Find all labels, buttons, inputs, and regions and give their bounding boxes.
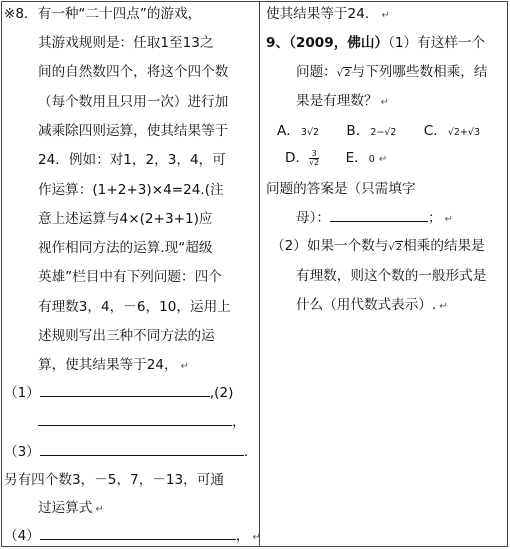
choice-d-numerator: 3 <box>309 150 319 159</box>
choice-d[interactable] <box>285 150 319 166</box>
return-mark: ↵ <box>439 301 448 312</box>
problem-8-line-1: ※8．有一种“二十四点”的游戏， <box>4 6 202 22</box>
question-9-line-3-text: 果是有理数？ <box>296 93 378 109</box>
choice-c-label: C． <box>423 123 447 139</box>
blank-1-label: （1） <box>4 385 40 401</box>
question-9-line-2 <box>296 62 487 84</box>
choice-e-value: 0 <box>368 154 375 165</box>
blank-3-end: . <box>243 444 249 460</box>
part-2-line-3 <box>296 295 448 317</box>
question-9-header <box>266 33 485 53</box>
answer-label: 母）： <box>296 210 330 226</box>
choice-d-label: D． <box>285 150 310 166</box>
choices-row-1 <box>277 121 481 143</box>
part-2-line-3-text: 什么（用代数式表示）. <box>296 297 437 313</box>
question-9-line-3 <box>296 91 389 113</box>
choice-a-label: A． <box>277 123 300 139</box>
part-2-line-2: 有理数，则这个数的一般形式是 <box>296 268 487 284</box>
part-2-line-1 <box>271 236 485 258</box>
sqrt-2-radicand: 2 <box>344 68 351 79</box>
choice-a-value: 3√2 <box>300 127 320 138</box>
choice-b[interactable] <box>346 123 397 139</box>
problem-8-line-11: 有理数3，4，－6，10，运用上 <box>38 299 231 315</box>
return-mark: ↵ <box>380 97 389 108</box>
problem-8-line-5: 减乘除四则运算，使其结果等于 <box>38 123 229 139</box>
problem-8-line-13-text: 算，使其结果等于24， <box>38 357 178 373</box>
problem-8-line-13 <box>38 355 189 377</box>
answer-line-2 <box>296 208 453 230</box>
problem-8-line-8: 意上述运算与4×(2+3+1)应 <box>38 211 213 227</box>
question-9-line-2-b: 与下列哪些数相乘，结 <box>351 64 488 80</box>
problem-8-line-4: （每个数用且只用一次）进行加 <box>38 94 229 110</box>
part-2-line-1-a: （2）如果一个数与 <box>271 238 389 254</box>
problem-8-line-12: 述规则写出三种不同方法的运 <box>38 328 215 344</box>
return-mark: ↵ <box>252 532 261 543</box>
continuation-text: 使其结果等于24． <box>266 6 379 22</box>
question-9-part-1: （1）有这样一个 <box>388 35 486 51</box>
return-mark: ↵ <box>95 504 104 515</box>
choice-c-value: √2+√3 <box>447 127 480 138</box>
problem-8-line-6: 24．例如：对1，2，3，4，可 <box>38 152 226 168</box>
problem-8-line-9: 视作相同方法的运算.现“超级 <box>38 240 213 256</box>
question-9-line-2-a: 问题： <box>296 64 337 80</box>
return-mark: ↵ <box>444 214 453 225</box>
answer-end: ； <box>427 210 442 226</box>
blank-1-field[interactable] <box>40 384 210 397</box>
choice-d-denominator: √2 <box>309 157 320 167</box>
choice-b-label: B． <box>346 123 370 139</box>
answer-field[interactable] <box>330 209 428 222</box>
question-9-number: 9、 <box>266 35 290 51</box>
return-mark: ↵ <box>378 154 388 165</box>
question-9-source: （2009，佛山） <box>289 35 389 51</box>
blank-4-end: ， <box>235 528 250 544</box>
sqrt-2-symbol: √2 <box>336 68 351 79</box>
problem-8-line-2: 其游戏规则是：任取1至13之 <box>38 35 214 51</box>
extra-line-1: 另有四个数3，－5，7，－13，可通 <box>4 472 224 488</box>
blank-4-label: （4） <box>4 528 40 544</box>
sqrt-2-symbol: √2 <box>388 242 403 253</box>
blank-3-field[interactable] <box>40 443 244 456</box>
answer-line-1: 问题的答案是（只需填字 <box>266 181 416 197</box>
part-2-line-1-b: 相乘的结果是 <box>403 238 485 254</box>
blank-2-row <box>38 412 246 432</box>
choice-e[interactable] <box>346 150 376 166</box>
choice-c[interactable] <box>424 123 481 139</box>
sqrt-2-radicand: 2 <box>395 242 403 253</box>
problem-8-line-7: 作运算：(1+2+3)×4=24.(注 <box>38 182 224 198</box>
blank-4-field[interactable] <box>40 527 236 540</box>
choice-e-label: E． <box>345 150 368 166</box>
choices-row-2 <box>285 148 387 170</box>
problem-8-line-3: 间的自然数四个，将这个四个数 <box>38 64 229 80</box>
return-mark: ↵ <box>180 361 190 372</box>
blank-2-label: ,(2) <box>209 385 234 401</box>
extra-line-2 <box>38 498 104 520</box>
blank-4-row <box>4 526 261 548</box>
blank-3-row <box>4 442 248 462</box>
choice-b-value: 2−√2 <box>370 127 397 138</box>
problem-8-line-10: 英雄”栏目中有下列问题：四个 <box>38 269 222 285</box>
choice-a[interactable] <box>277 123 320 139</box>
return-mark: ↵ <box>381 10 390 21</box>
extra-line-2-text: 过运算式 <box>38 500 93 516</box>
continuation-line <box>266 4 390 26</box>
blank-2-end: ， <box>232 414 246 430</box>
blank-2-field[interactable] <box>38 413 232 426</box>
blank-1-row <box>4 383 233 403</box>
column-divider <box>259 1 260 547</box>
choice-d-fraction <box>309 150 319 167</box>
blank-3-label: （3） <box>4 444 40 460</box>
